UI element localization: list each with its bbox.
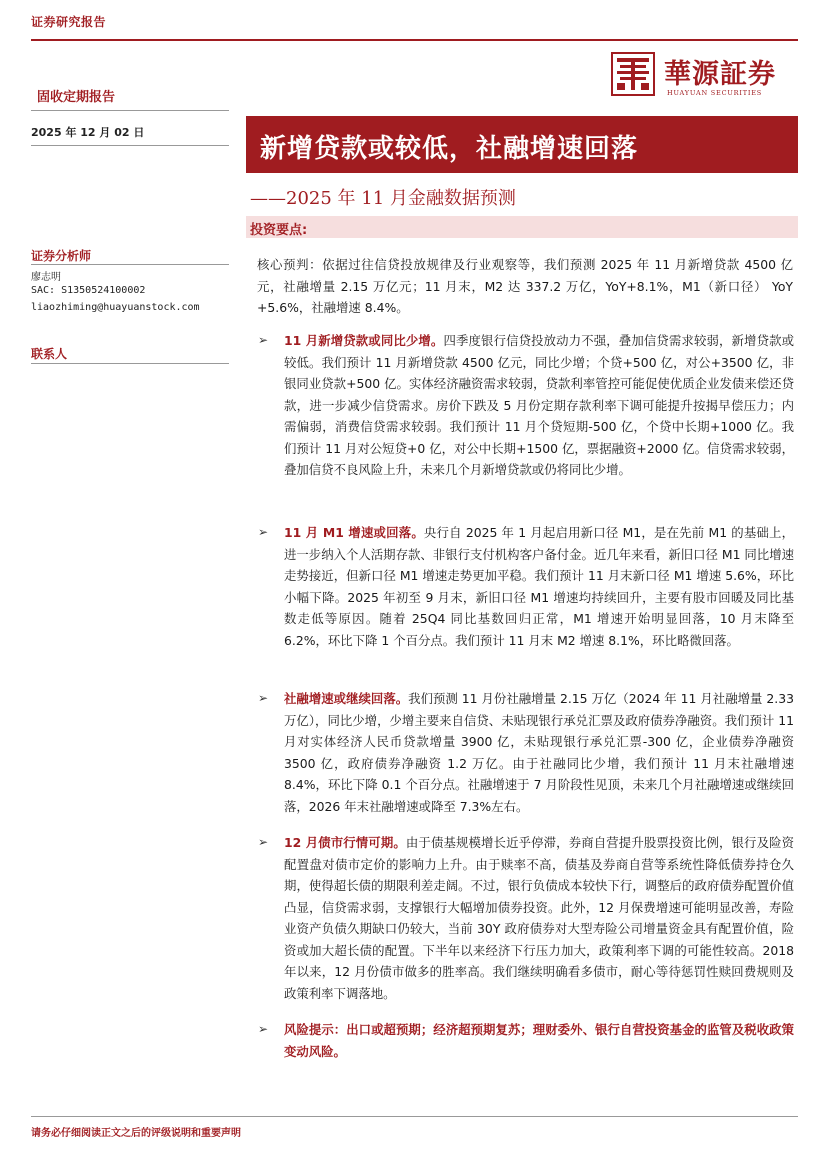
logo-name-en: HUAYUAN SECURITIES [667,89,763,97]
page-subtitle: ——2025 年 11 月金融数据预测 [250,188,516,209]
bullet-text [284,330,794,481]
bullet-text [284,832,794,1004]
footer-rule [31,1116,798,1117]
section-bar [246,216,798,238]
analyst-name: 廖志明 [31,272,61,283]
arrow-icon: ➢ [258,691,269,705]
bullet-heading: 12 月债市行情可期。 [284,835,406,850]
bullet-content: 四季度银行信贷投放动力不强，叠加信贷需求较弱，新增贷款或较低。我们预计 11 月新增贷款 4500 亿元，同比少增；个贷+500 亿，对公+3500 亿，非银同业贷款+500 亿。实体经济融资需求较弱，贷款利率管控可能促使优质企业发债来偿还贷款，进一步减少信贷需求。房价下跌及 5 月份定期存款利率下调可能提升按揭早偿压力；内需偏弱，消费信贷需求较弱。我们预计 11 月个贷短期-500 亿，个贷中长期+1000 亿。我们预计 11 月对公短贷+0 亿，对公中长期+1500 亿，票据融资+2000 亿。信贷需求较弱，叠加信贷不良风险上升，未来几个月新增贷款或仍将同比少增。 [284,333,795,477]
report-date: 2025 年 12 月 02 日 [31,126,145,139]
arrow-icon: ➢ [258,333,269,347]
arrow-icon: ➢ [258,835,269,849]
logo-mark-icon [611,52,655,96]
intro-paragraph: 核心预判：依据过往信贷投放规律及行业观察等，我们预测 2025 年 11 月新增贷款 4500 亿元，社融增量 2.15 万亿元；11 月末，M2 达 337.2 万亿，YoY+8.1%，M1（新口径） YoY +5.6%，社融增速 8.4%。 [257,257,793,315]
bullet-content: 我们预测 11 月份社融增量 2.15 万亿（2024 年 11 月社融增量 2.33 万亿），同比少增，少增主要来自信贷、未贴现银行承兑汇票及政府债券净融资。我们预计 11 月对实体经济人民币贷款增量 3900 亿，未贴现银行承兑汇票-300 亿，企业债券净融资 3500 亿，政府债券净融资 1.2 万亿。由于社融同比少增，我们预计 11 月末社融增速 8.4%，环比下降 0.1 个百分点。社融增速于 7 月阶段性见顶，未来几个月社融增速或继续回落，2026 年末社融增速或降至 7.3%左右。 [284,691,794,814]
contact-rule [31,363,229,364]
bullet-heading: 11 月新增贷款或同比少增。 [284,333,444,348]
top-label: 证券研究报告 [31,15,107,29]
contact-heading: 联系人 [31,347,68,361]
section-label: 投资要点: [250,223,308,238]
company-logo [611,52,791,102]
date-rule [31,145,229,146]
bullet-content: 由于债基规模增长近乎停滞，券商自营提升股票投资比例，银行及险资配置盘对债市定价的影响力上升。由于赎率不高，债基及券商自营等系统性降低债券持仓久期，使得超长债的期限利差走阔。不过，银行负债成本较快下行，调整后的政府债券配置价值凸显，信贷需求弱，支撑银行大幅增加债券投资。此外，12 月保费增速可能明显改善，寿险业资产负债久期缺口仍较大，当前 30Y 政府债券对大型寿险公司增量资金具有配置价值，险资或加大超长债的配置。下半年以来经济下行压力加大，政策利率下调的可能性较高。2018 年以来，12 月份债市做多的胜率高。我们继续明确看多债市，耐心等待惩罚性赎回费规则及政策利率下调落地。 [284,835,795,1001]
bullet-text [284,688,794,817]
report-type-rule [31,110,229,111]
analyst-email[interactable]: liaozhiming@huayuanstock.com [31,302,200,313]
footer-disclaimer: 请务必仔细阅读正文之后的评级说明和重要声明 [31,1128,241,1139]
title-banner [246,116,798,173]
arrow-icon: ➢ [258,1022,269,1036]
arrow-icon: ➢ [258,525,269,539]
analyst-sac: SAC: S1350524100002 [31,285,146,296]
report-type: 固收定期报告 [37,90,116,105]
bullet-content: 央行自 2025 年 1 月起启用新口径 M1，是在先前 M1 的基础上，进一步纳入个人活期存款、非银行支付机构客户备付金。近几年来看，新旧口径 M1 同比增速走势接近，但新口径 M1 增速走势更加平稳。我们预计 11 月末新口径 M1 增速 5.6%，环比小幅下降。2025 年初至 9 月末，新旧口径 M1 增速均持续回升，主要有股市回暖及同比基数走低等原因。随着 25Q4 同比基数回归正常，M1 增速开始明显回落，10 月末降至 6.2%，环比下降 1 个百分点。我们预计 11 月末 M2 增速 8.1%，环比略微回落。 [284,525,794,648]
bullet-heading: 社融增速或继续回落。 [284,691,409,706]
bullet-text [284,522,794,651]
page-title: 新增贷款或较低，社融增速回落 [260,134,639,164]
header-rule [31,39,798,41]
risk-warning: 风险提示：出口或超预期；经济超预期复苏；理财委外、银行自营投资基金的监管及税收政策变动风险。 [284,1022,794,1059]
analyst-rule [31,264,229,265]
analyst-heading: 证券分析师 [31,249,92,263]
logo-name-cn: 華源証券 [664,59,776,90]
bullet-heading: 11 月 M1 增速或回落。 [284,525,424,540]
